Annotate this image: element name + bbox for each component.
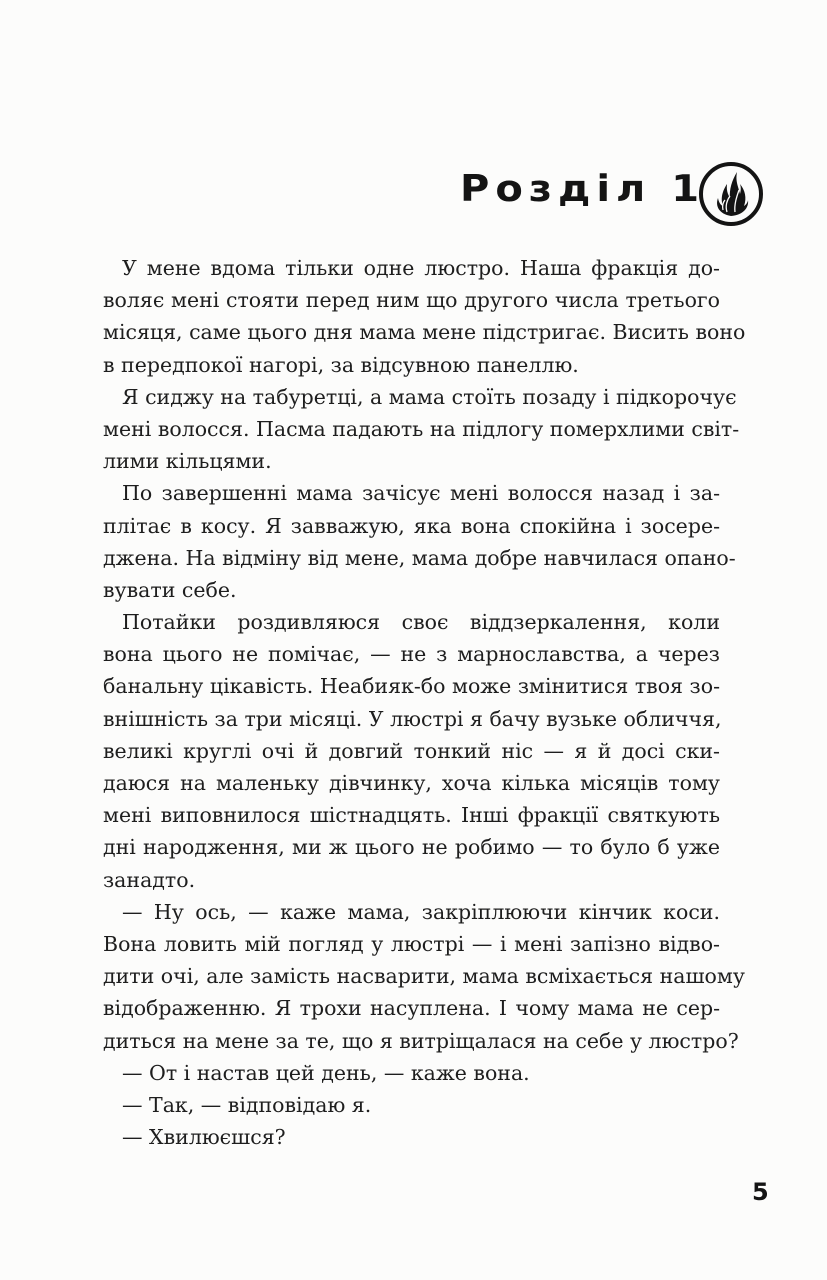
text-line: мені виповнилося шістнадцять. Інші фракції святкують <box>103 803 720 828</box>
text-line: плітає в косу. Я завважую, яка вона спокійна і зосере- <box>103 513 720 538</box>
text-line: дні народження, ми ж цього не робимо — то було б уже <box>103 835 720 860</box>
text-line: мені волосся. Пасма падають на підлогу померхлими світ- <box>103 416 740 441</box>
text-line: вувати себе. <box>103 577 237 602</box>
text-line: — От і настав цей день, — каже вона. <box>122 1060 530 1085</box>
text-line: внішність за три місяці. У люстрі я бачу вузьке обличчя, <box>103 706 722 731</box>
text-line: По завершенні мама зачісує мені волосся назад і за- <box>122 481 720 506</box>
text-line: великі круглі очі й довгий тонкий ніс — я й досі ски- <box>103 738 720 763</box>
text-line: занадто. <box>103 867 196 892</box>
text-line: в передпокої нагорі, за відсувною панеллю. <box>103 352 579 377</box>
text-line: диться на мене за те, що я витріщалася на себе у люстро? <box>103 1028 739 1053</box>
text-line: Я сиджу на табуретці, а мама стоїть позаду і підкорочує <box>122 384 737 409</box>
text-line: джена. На відміну від мене, мама добре навчилася опано- <box>103 545 736 570</box>
page-number: 5 <box>752 1178 769 1206</box>
text-line: банальну цікавість. Неабияк-бо може змінитися твоя зо- <box>103 674 720 699</box>
text-line: Потайки роздивляюся своє віддзеркалення, коли <box>122 610 720 635</box>
text-line: відображенню. Я трохи насуплена. І чому мама не сер- <box>103 996 720 1021</box>
text-line: У мене вдома тільки одне люстро. Наша фракція до- <box>122 256 720 280</box>
text-line: — Хвилюєшся? <box>122 1125 286 1150</box>
text-line: даюся на маленьку дівчинку, хоча кілька місяців тому <box>103 771 720 795</box>
chapter-body <box>103 252 746 1153</box>
text-line: — Так, — відповідаю я. <box>122 1092 372 1117</box>
text-line: Вона ловить мій погляд у люстрі — і мені запізно відво- <box>103 931 720 956</box>
text-line: — Ну ось, — каже мама, закріплюючи кінчик коси. <box>122 899 720 924</box>
text-line: вона цього не помічає, — не з марнославства, а через <box>103 642 720 667</box>
text-line: воляє мені стояти перед ним що другого числа третього <box>103 288 720 313</box>
text-line: лими кільцями. <box>103 449 272 474</box>
flame-circle-icon <box>697 160 765 228</box>
text-line: місяця, саме цього дня мама мене підстригає. Висить воно <box>103 320 746 345</box>
text-line: дити очі, але замість насварити, мама всміхається нашому <box>103 964 745 989</box>
chapter-title: Розділ 1 <box>460 167 706 211</box>
